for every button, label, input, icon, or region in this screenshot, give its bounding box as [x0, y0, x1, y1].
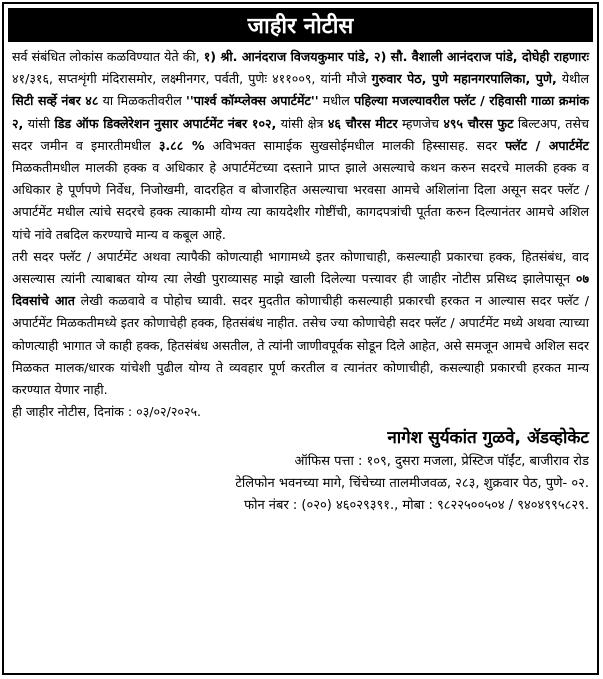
advocate-name: नागेश सुर्यकांत गुळवे, ॲडव्होकेट	[387, 428, 589, 449]
notice-title: जाहीर नोटीस	[8, 8, 593, 42]
notice-date-line: ही जाहीर नोटीस, दिनांक : ०३/०२/२०२५.	[12, 404, 202, 420]
office-address-line-1: ऑफिस पत्ता : १०९, दुसरा मजला, प्रेस्टिज पॉईंट, बाजीराव रोड	[294, 454, 589, 470]
public-notice	[2, 2, 599, 675]
text-segment: सर्व संबंधित लोकांस कळविण्यात येते की,	[12, 49, 204, 64]
bold-text-segment: पहिल्या मजल्यावरील फ्लॅट / रहिवासी गाळा क्रमांक २,	[12, 93, 589, 131]
text-segment: म्हणजेच	[397, 115, 444, 131]
bold-text-segment: ३.८८ %	[158, 137, 205, 153]
text-segment: येथील	[556, 71, 589, 87]
bold-text-segment: ४६ चौरस मीटर	[327, 115, 398, 131]
bold-text-segment: ४९५ चौरस फुट	[443, 115, 514, 131]
contact-numbers: फोन नंबर : (०२०) ४६०२९३९१., मोबा : ९८२२५००५०४ / ९४०४९९५८२९.	[244, 498, 589, 514]
office-address-line-2: टेलिफोन भवनच्या मागे, चिंचेच्या तालमीजवळ, २८३, शुक्रवार पेठ, पुणे- ०२.	[235, 476, 589, 492]
notice-body	[4, 42, 597, 423]
text-segment: यांसी	[23, 115, 55, 131]
advocate-signature-block	[4, 423, 597, 517]
bold-text-segment: ''पार्श्व कॉम्प्लेक्स अपार्टमेंट''	[186, 93, 319, 109]
text-segment: या मिळकतीवरील	[98, 93, 187, 109]
text-segment: मिळकतीमधील मालकी हक्क व अधिकार हे अपार्टमेंटच्या दस्ताने प्राप्त झाले असल्याचे कथन करुन सदरचे मालकी हक्क व अधिकार हे पूर्णपणे निर्वेध, निजोखमी, वादरहित व बोजारहित असल्याचा भरवसा आमचे अशिलांना दिला असून सदर फ्लॅट / अपार्टमेंट मधील त्यांचे सदरचे हक्क त्याकामी योग्य त्या कायदेशीर गोष्टींची, कागदपत्रांची पूर्तता करुन दिल्यानंतर आमचे अशिल यांचे नांवे तबदिल करण्याचे मान्य व कबूल आहे.	[12, 160, 589, 242]
text-segment: मधील	[318, 93, 355, 109]
text-segment: तरी सदर फ्लॅट / अपार्टमेंट अथवा त्यापैकी कोणत्याही भागामध्ये इतर कोणाचाही, कसल्याही प्रकारचा हक्क, हितसंबंध, वाद असल्यास त्यांनी त्याबाबत योग्य त्या लेखी पुराव्यासह माझे खाली दिलेल्या पत्त्यावर ही जाहीर नोटीस प्रसिध्द झालेपासून	[12, 248, 589, 287]
bold-text-segment: फ्लॅट / अपार्टमेंट	[505, 137, 589, 153]
notice-paragraph-1	[12, 46, 589, 246]
text-segment: यांसी क्षेत्र	[276, 115, 328, 131]
text-segment: ४१/३१६, सप्तशृंगी मंदिरासमोर, लक्ष्मीनगर, पर्वती, पुणेः ४११००९, यांनी मौजे	[12, 71, 372, 87]
bold-text-segment: सिटी सर्व्हे नंबर ४८	[12, 93, 99, 109]
text-segment: अविभक्त सामाईक सुखसोईमधील मालकी हिस्सासह. सदर	[204, 137, 506, 153]
text-segment: लेखी कळवावे व पोहोच घ्यावी. सदर मुदतीत कोणाचीही कसल्याही प्रकारची हरकत न आल्यास सदर फ्लॅट /अपार्टमेंट मिळकतीमध्ये इतर कोणाचेही हक्क, हितसंबंध नाहीत. तसेच ज्या कोणाचेही सदर फ्लॅट / अपार्टमेंट मध्ये अथवा त्याच्या कोणत्याही भागात जे काही हक्क, हितसंबंध असतील, ते त्यांनी जाणीवपूर्वक सोडून दिले आहेत, असे समजून आमचे अशिल सदर मिळकत मालक/धारक यांचेशी पुढील योग्य ते व्यवहार पूर्ण करतील व त्यानंतर कोणाचीही, कसल्याही प्रकारची हरकत मान्य करण्यात येणार नाही.	[12, 293, 589, 398]
text-segment: बिल्टअप, तसेच सदर जमीन व इमारतीमधील	[12, 115, 589, 153]
notice-paragraph-2	[12, 246, 589, 401]
bold-text-segment: गुरुवार पेठ, पुणे महानगरपालिका, पुणे,	[371, 71, 557, 87]
bold-text-segment: ०७ दिवसांचे आत	[12, 271, 589, 309]
bold-text-segment: १) श्री. आनंदराज विजयकुमार पांडे, २) सौ. वैशाली आनंदराज पांडे, दोघेही राहणारः	[203, 49, 589, 64]
bold-text-segment: डिड ऑफ डिक्लेरेशन नुसार अपार्टमेंट नंबर १०२,	[54, 115, 277, 131]
